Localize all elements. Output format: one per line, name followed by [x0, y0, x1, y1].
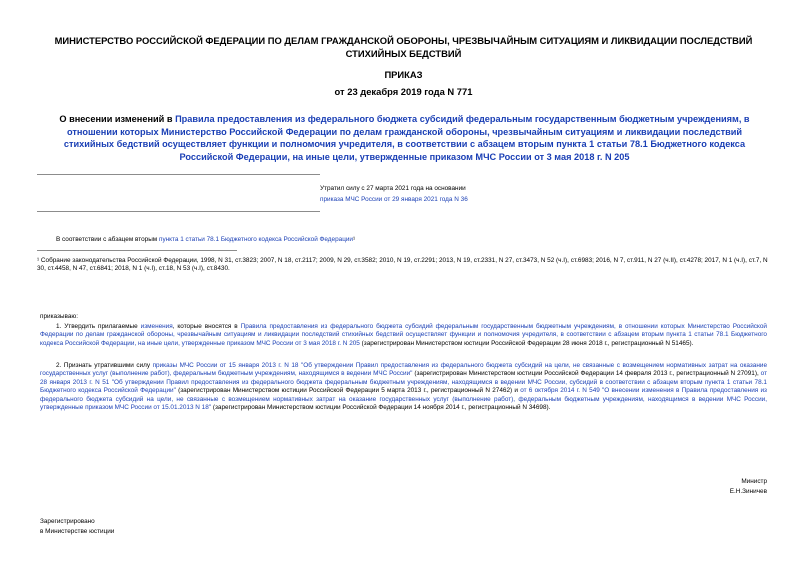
budget-code-link[interactable]: пункта 1 статьи 78.1 Бюджетного кодекса Российской Федерации — [158, 236, 354, 243]
order-51-link[interactable]: от 28 января 2013 г. N 51 "Об утверждении Правил предоставления из федерального бюджета федеральным бюджетным учреждениям, находящимся в ведении МЧС России, субсидий в соответствии с абзацем вторым пункта 1 статьи 78.1 Бюджетного кодекса Российской Федерации" — [40, 370, 768, 395]
changes-link[interactable]: изменения — [140, 323, 173, 330]
lost-force-note: Утратил силу с 27 марта 2021 года на основании — [320, 185, 466, 192]
footnote — [37, 257, 770, 274]
item2-registration-2: (зарегистрирован Министерством юстиции Российской Федерации 5 марта 2013 г., регистрационный N 27462) и — [178, 387, 518, 395]
footnote-text: Собрание законодательства Российской Федерации, 1998, N 31, ст.3823; 2007, N 18, ст.2117; 2009, N 29, ст.3582; 2010, N 19, ст.2291; 2013, N 19, ст.2331, N 27, ст.3473, N 52 (ч.I), ст.6983; 2016, N 7, ст.911, N 27 (ч.II), ст.4278; 2017, N 1 (ч.I), ст.7, N 30, ст.4458, N 47, ст.6841; 2018, N 1 (ч.I), ст.18, N 53 (ч.I), ст.8430. — [37, 257, 768, 273]
registration-line-1: Зарегистрировано — [40, 518, 95, 525]
footnote-separator — [37, 250, 237, 251]
orders-word: приказываю: — [40, 313, 78, 320]
subject-prefix: О внесении изменений в — [59, 114, 173, 124]
order-date: от 23 декабря 2019 года N 771 — [334, 86, 473, 97]
rules-link-item1[interactable]: Правила предоставления из федерального бюджета субсидий федеральным государственным бюджетным учреждениям, в отношении которых Министерство Российской Федерации по делам гражданской обороны, чрезвычайным ситуациям и ликвидации последствий стихийных бедствий осуществляет функции и полномочия учредителя, в соответствии с абзацем вторым пункта 1 статьи 78.1 Бюджетного кодекса Российской Федерации, на иные цели, утвержденные приказом МЧС России от 3 мая 2018 г. N 205 — [40, 323, 767, 347]
order-549-link[interactable]: от 6 октября 2014 г. N 549 "О внесении изменения в Правила предоставления из федерального бюджета субсидий на цели, не связанные с возмещением нормативных затрат на оказание государственных услуг (выполнение работ), федеральным бюджетным учреждениям, находящимся в ведении МЧС России, утвержденные приказом МЧС России от 15.01.2013 N 18" — [40, 387, 767, 412]
item2-prefix: 2. Признать утратившими силу — [56, 362, 151, 369]
legal-basis — [56, 236, 756, 244]
lost-force-order-link[interactable]: приказа МЧС России от 29 января 2021 года N 36 — [320, 196, 468, 203]
item2-registration-1: (зарегистрирован Министерством юстиции Российской Федерации 14 февраля 2013 г., регистрационный N 27091), — [414, 370, 759, 378]
separator-top — [37, 174, 320, 175]
item1-prefix: 1. Утвердить прилагаемые — [56, 323, 138, 330]
order-item-1 — [40, 323, 767, 348]
item1-suffix: (зарегистрирован Министерством юстиции Российской Федерации 28 июня 2018 г., регистрационный N 51465). — [361, 339, 694, 347]
footnote-mark: ¹ — [37, 257, 40, 264]
signer-title: Министр — [741, 478, 767, 485]
item1-middle: , которые вносятся в — [172, 323, 238, 330]
order-subject — [46, 113, 763, 163]
order-18-link[interactable]: приказы МЧС России от 15 января 2013 г. N 18 "Об утверждении Правил предоставления из федерального бюджета субсидий на цели, не связанные с возмещением нормативных затрат на оказание государственных услуг (выполнение работ), федеральным бюджетным учреждениям, находящимся в ведении МЧС России" — [40, 362, 767, 378]
document-type: ПРИКАЗ — [384, 69, 423, 80]
item2-registration-3: (зарегистрирован Министерством юстиции Российской Федерации 14 ноября 2014 г., регистрационный N 34698). — [212, 404, 551, 412]
registration-line-2: в Министерстве юстиции — [40, 528, 115, 535]
rules-link[interactable]: Правила предоставления из федерального бюджета субсидий федеральным государственным бюджетным учреждениям, в отношении которых Министерство Российской Федерации по делам гражданской обороны, чрезвычайным ситуациям и ликвидации последствий стихийных бедствий осуществляет функции и полномочия учредителя, в соответствии с абзацем вторым пункта 1 статьи 78.1 Бюджетного кодекса Российской Федерации, на иные цели, утвержденные приказом МЧС России от 3 мая 2018 г. N 205 — [63, 114, 750, 162]
ministry-name: МИНИСТЕРСТВО РОССИЙСКОЙ ФЕДЕРАЦИИ ПО ДЕЛАМ ГРАЖДАНСКОЙ ОБОРОНЫ, ЧРЕЗВЫЧАЙНЫМ СИТУАЦИЯМ И ЛИКВИДАЦИИ ПОСЛЕДСТВИЙ СТИХИЙНЫХ БЕДСТВИЙ — [54, 35, 753, 59]
order-item-2 — [40, 362, 767, 412]
basis-prefix: В соответствии с абзацем вторым — [56, 236, 158, 243]
signer-name: Е.Н.Зиничев — [729, 488, 767, 495]
footnote-reference: ¹ — [353, 236, 356, 243]
separator-bottom — [37, 211, 320, 212]
